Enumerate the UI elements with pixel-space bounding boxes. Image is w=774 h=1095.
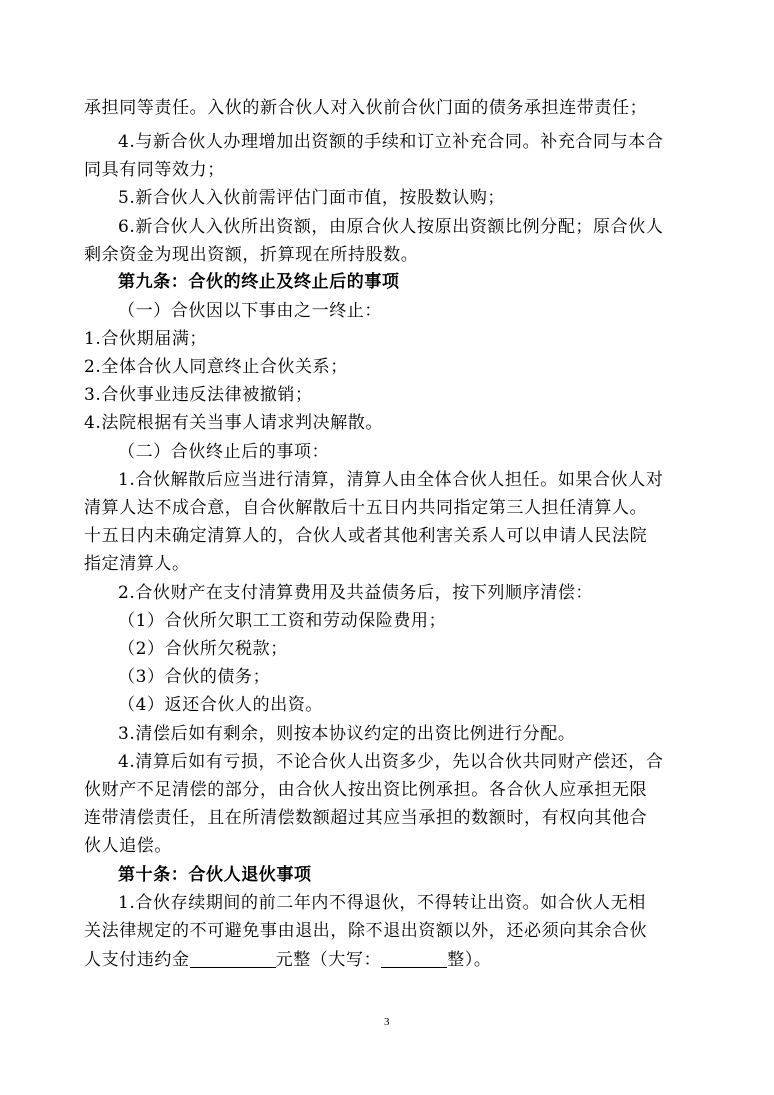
body-text-line: 同具有同等效力；: [84, 160, 225, 180]
body-text-line: 伙人追偿。: [84, 836, 172, 856]
list-item: （3）合伙的债务；: [118, 667, 271, 687]
body-text-line: 连带清偿责任，且在所清偿数额超过其应当承担的数额时，有权向其他合: [84, 808, 648, 828]
body-text-line: 1.合伙期届满；: [84, 329, 208, 349]
body-text-line: 1.合伙存续期间的前二年内不得退伙，不得转让出资。如合伙人无相: [118, 893, 646, 913]
body-text-line: 3.清偿后如有剩余，则按本协议约定的出资比例进行分配。: [118, 724, 576, 744]
body-text-line: 2.合伙财产在支付清算费用及共益债务后，按下列顺序清偿：: [118, 583, 594, 603]
body-text-line: （一）合伙因以下事由之一终止：: [118, 301, 382, 321]
penalty-uppercase-blank[interactable]: [381, 949, 447, 968]
penalty-text-end: 整）。: [447, 950, 492, 970]
body-text-line: 剩余资金为现出资额，折算现在所持股数。: [84, 245, 419, 265]
penalty-text-start: 人支付违约金: [84, 950, 190, 970]
body-text-line: 指定清算人。: [84, 554, 190, 574]
body-text-line: 伙财产不足清偿的部分，由合伙人按出资比例承担。各合伙人应承担无限: [84, 780, 648, 800]
body-text-line: 4.与新合伙人办理增加出资额的手续和订立补充合同。补充合同与本合: [118, 132, 664, 152]
body-text-line: 1.合伙解散后应当进行清算，清算人由全体合伙人担任。如果合伙人对: [118, 470, 664, 490]
section-heading: 第九条：合伙的终止及终止后的事项: [118, 272, 400, 292]
section-heading: 第十条：合伙人退伙事项: [118, 865, 312, 885]
body-text-line: 3.合伙事业违反法律被撤销；: [84, 385, 313, 405]
body-text-line: 承担同等责任。入伙的新合伙人对入伙前合伙门面的债务承担连带责任；: [84, 98, 648, 118]
penalty-text-middle: 元整（大写：: [275, 950, 382, 970]
body-text-line: （二）合伙终止后的事项：: [118, 442, 330, 462]
page-number: 3: [383, 1016, 391, 1028]
list-item: （2）合伙所欠税款；: [118, 639, 288, 659]
body-text-line: 4.清算后如有亏损，不论合伙人出资多少，先以合伙共同财产偿还，合: [118, 752, 664, 772]
body-text-line: 清算人达不成合意，自合伙解散后十五日内共同指定第三人担任清算人。: [84, 498, 648, 518]
list-item: （1）合伙所欠职工工资和劳动保险费用；: [118, 611, 447, 631]
body-text-line: 2.全体合伙人同意终止合伙关系；: [84, 357, 348, 377]
body-text-line-with-blanks: [84, 949, 492, 971]
list-item: （4）返还合伙人的出资。: [118, 695, 324, 715]
penalty-amount-blank[interactable]: [190, 949, 276, 968]
body-text-line: 十五日内未确定清算人的，合伙人或者其他利害关系人可以申请人民法院: [84, 526, 648, 546]
body-text-line: 关法律规定的不可避免事由退出，除不退出资额以外，还必须向其余合伙: [84, 921, 648, 941]
body-text-line: 5.新合伙人入伙前需评估门面市值，按股数认购；: [118, 188, 506, 208]
body-text-line: 4.法院根据有关当事人请求判决解散。: [84, 413, 384, 433]
body-text-line: 6.新合伙人入伙所出资额，由原合伙人按原出资额比例分配；原合伙人: [118, 217, 664, 237]
